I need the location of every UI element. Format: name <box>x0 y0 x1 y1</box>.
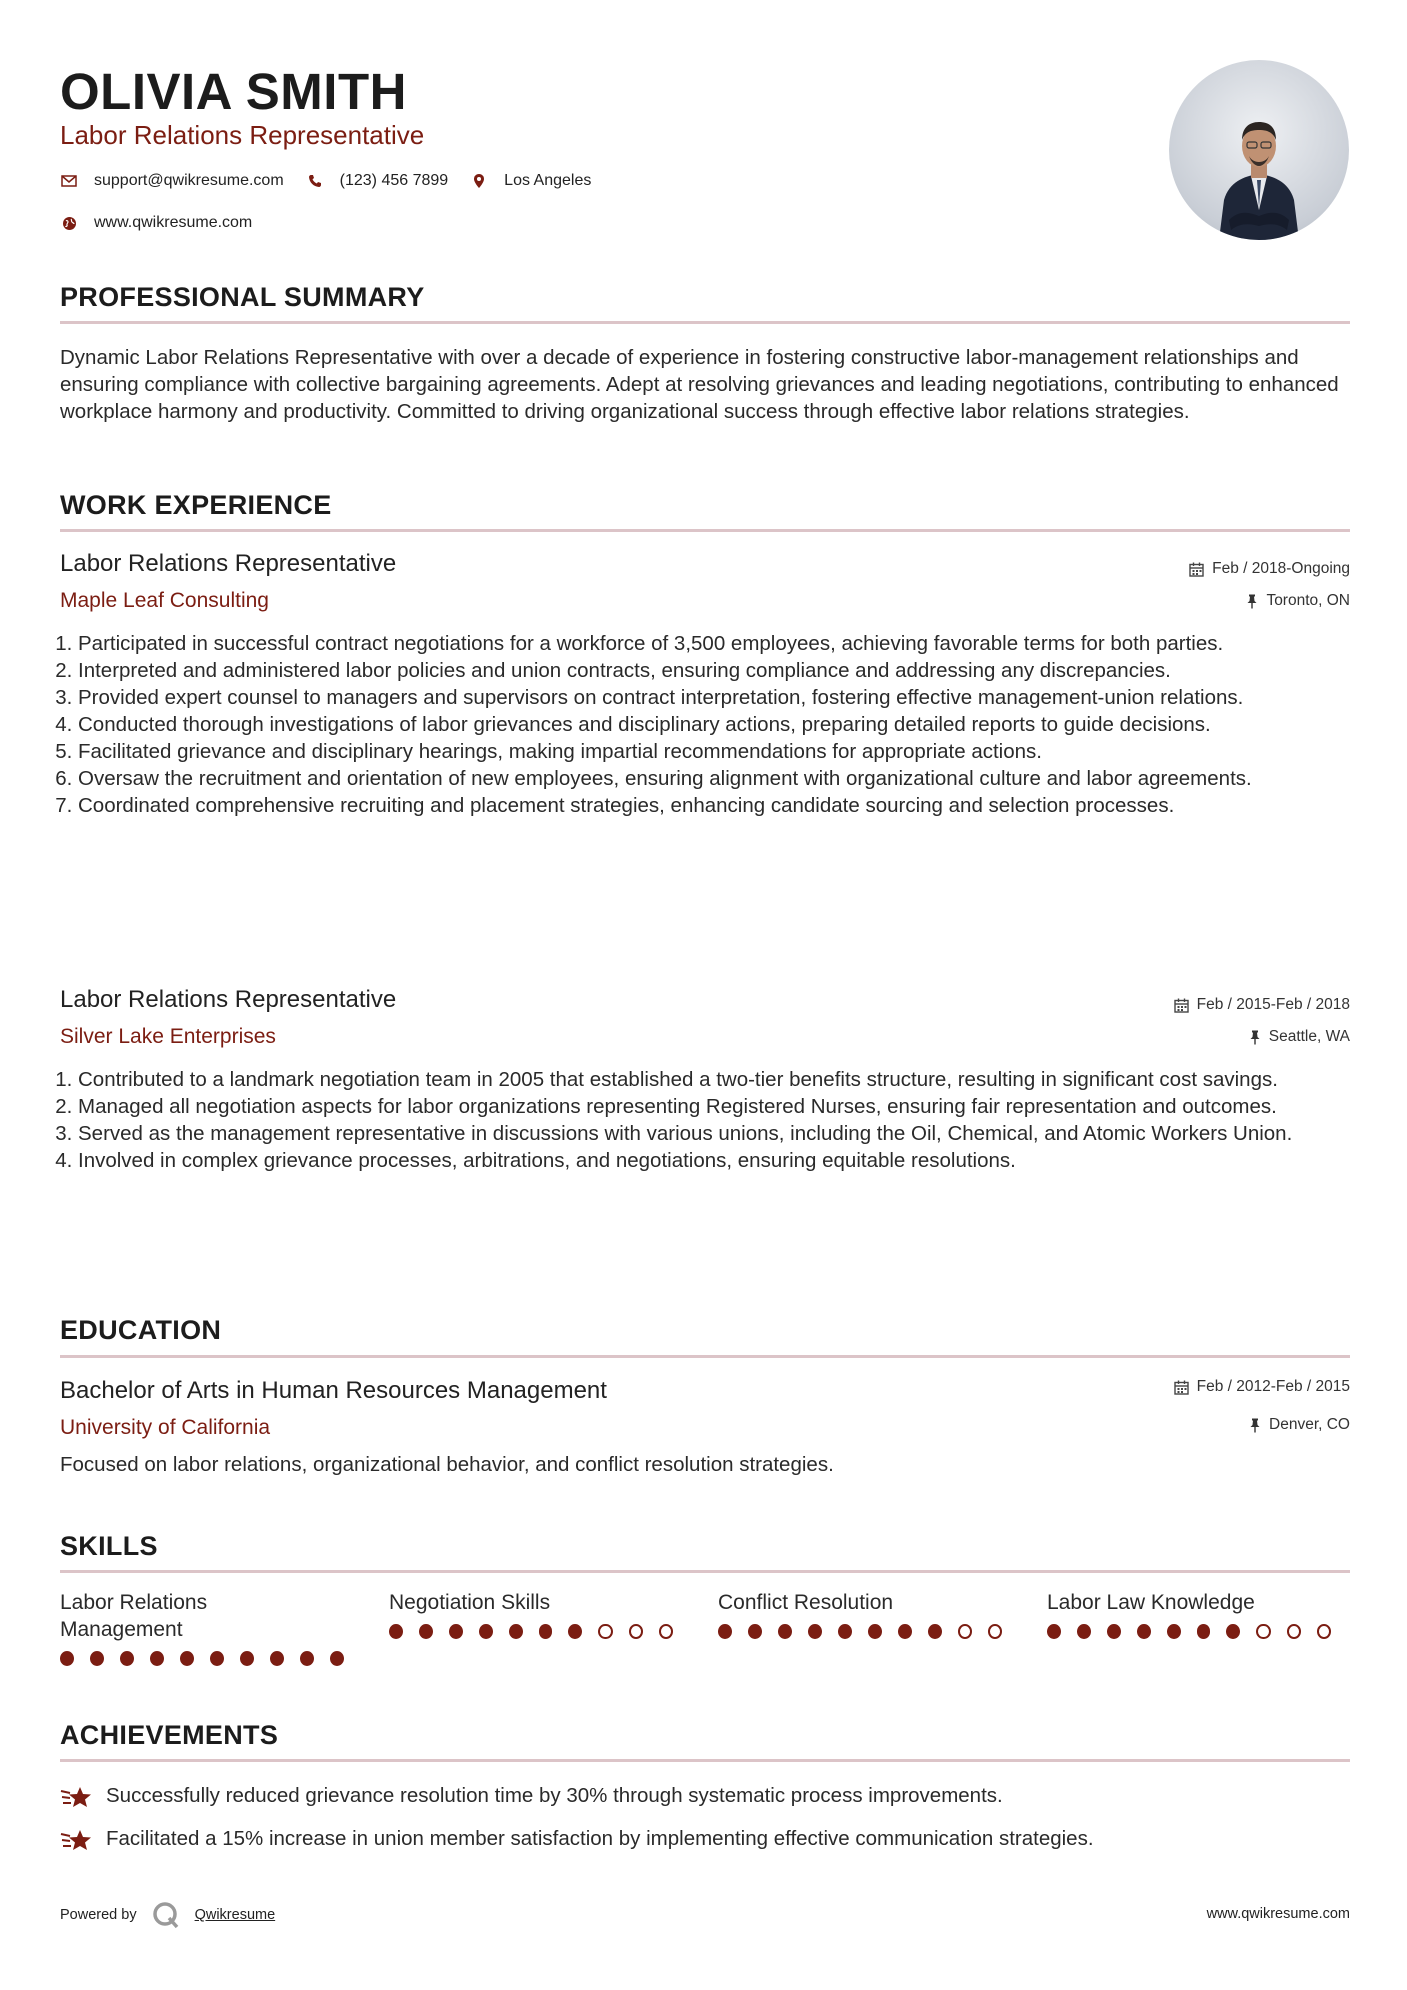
candidate-title: Labor Relations Representative <box>60 120 425 150</box>
achievement-text: Successfully reduced grievance resolution time by 30% through systematic process improvements. <box>106 1784 1003 1807</box>
rating-dot-filled <box>419 1624 433 1639</box>
dates-text: Feb / 2015-Feb / 2018 <box>1196 996 1350 1013</box>
job-location <box>1249 1027 1350 1047</box>
rating-dot-empty <box>1317 1624 1331 1639</box>
resume-page <box>60 0 1350 1990</box>
list-item: 7. Coordinated comprehensive recruiting and placement strategies, enhancing candidate sourcing and selection processes. <box>78 792 1368 819</box>
rating-dot-filled <box>150 1651 164 1666</box>
shooting-star-icon <box>60 1825 94 1853</box>
skill-item <box>718 1589 1018 1639</box>
rating-dot-filled <box>868 1624 882 1639</box>
job-responsibilities <box>60 630 1368 819</box>
profile-photo <box>1169 60 1349 240</box>
contact-email[interactable] <box>60 172 284 190</box>
rating-dot-filled <box>1226 1624 1240 1639</box>
summary-heading: PROFESSIONAL SUMMARY <box>60 282 425 312</box>
section-divider <box>60 1570 1350 1573</box>
rating-dot-filled <box>1197 1624 1211 1639</box>
location-text: Seattle, WA <box>1268 1028 1350 1045</box>
rating-dot-filled <box>1137 1624 1151 1639</box>
rating-dot-filled <box>449 1624 463 1639</box>
rating-dot-filled <box>778 1624 792 1639</box>
pushpin-icon <box>1246 594 1258 609</box>
list-item: 1. Contributed to a landmark negotiation team in 2005 that established a two-tier benefits structure, resulting in significant cost savings. <box>78 1066 1368 1093</box>
rating-dot-filled <box>509 1624 523 1639</box>
education-heading: EDUCATION <box>60 1315 222 1345</box>
rating-dot-filled <box>60 1651 74 1666</box>
job-title: Labor Relations Representative <box>60 986 397 1013</box>
education-location <box>1249 1415 1350 1435</box>
achievements-heading: ACHIEVEMENTS <box>60 1720 279 1750</box>
rating-dot-filled <box>928 1624 942 1639</box>
job-responsibilities <box>60 1066 1368 1174</box>
rating-dot-filled <box>120 1651 134 1666</box>
rating-dot-empty <box>598 1624 612 1639</box>
location-text: Toronto, ON <box>1266 592 1350 609</box>
section-divider <box>60 321 1350 324</box>
summary-text: Dynamic Labor Relations Representative with over a decade of experience in fostering constructive labor-management relationships and ensuring compliance with collective bargaining agreements. Adept at resolving grievances and leading negotiations, contributing to enhanced workplace harmony and productivity. Committed to driving organizational success through effective labor relations strategies. <box>60 346 1339 423</box>
list-item: 4. Conducted thorough investigations of labor grievances and disciplinary actions, preparing detailed reports to guide decisions. <box>78 711 1368 738</box>
experience-heading: WORK EXPERIENCE <box>60 490 332 520</box>
qwikresume-logo-icon <box>151 1900 181 1930</box>
skill-name: Labor Relations Management <box>60 1591 208 1641</box>
rating-dot-filled <box>90 1651 104 1666</box>
rating-dot-filled <box>1107 1624 1121 1639</box>
skill-rating <box>1047 1624 1347 1639</box>
section-divider <box>60 1355 1350 1358</box>
company-name: Maple Leaf Consulting <box>60 589 269 612</box>
list-item: 3. Served as the management representative in discussions with various unions, including the Oil, Chemical, and Atomic Workers Union. <box>78 1120 1368 1147</box>
contact-phone[interactable] <box>306 172 449 190</box>
globe-icon <box>60 214 78 232</box>
envelope-icon <box>60 172 78 190</box>
skill-name: Conflict Resolution <box>718 1591 894 1614</box>
rating-dot-empty <box>659 1624 673 1639</box>
rating-dot-filled <box>539 1624 553 1639</box>
achievement-item <box>60 1825 1094 1853</box>
rating-dot-filled <box>270 1651 284 1666</box>
skill-rating <box>718 1624 1018 1639</box>
footer-site[interactable]: www.qwikresume.com <box>1206 1906 1350 1922</box>
rating-dot-filled <box>300 1651 314 1666</box>
pushpin-icon <box>1249 1418 1261 1433</box>
rating-dot-filled <box>1167 1624 1181 1639</box>
education-description: Focused on labor relations, organizational behavior, and conflict resolution strategies. <box>60 1453 834 1476</box>
section-divider <box>60 1759 1350 1762</box>
rating-dot-empty <box>958 1624 972 1639</box>
rating-dot-filled <box>748 1624 762 1639</box>
list-item: 1. Participated in successful contract negotiations for a workforce of 3,500 employees, achieving favorable terms for both parties. <box>78 630 1368 657</box>
rating-dot-filled <box>808 1624 822 1639</box>
rating-dot-filled <box>180 1651 194 1666</box>
skill-item <box>60 1589 360 1666</box>
skill-item <box>389 1589 689 1639</box>
job-dates <box>1189 559 1350 579</box>
calendar-icon <box>1189 562 1204 577</box>
location-text: Los Angeles <box>504 172 592 189</box>
rating-dot-filled <box>838 1624 852 1639</box>
shooting-star-icon <box>60 1782 94 1810</box>
phone-text: (123) 456 7899 <box>339 172 449 189</box>
rating-dot-filled <box>1047 1624 1061 1639</box>
skill-name: Negotiation Skills <box>389 1591 551 1614</box>
rating-dot-filled <box>330 1651 344 1666</box>
contact-row <box>60 172 613 190</box>
email-text: support@qwikresume.com <box>94 172 284 189</box>
job-title: Labor Relations Representative <box>60 550 397 577</box>
skills-heading: SKILLS <box>60 1531 158 1561</box>
rating-dot-filled <box>479 1624 493 1639</box>
rating-dot-filled <box>718 1624 732 1639</box>
dates-text: Feb / 2018-Ongoing <box>1212 560 1350 577</box>
education-dates <box>1174 1377 1350 1397</box>
phone-icon <box>306 172 324 190</box>
rating-dot-filled <box>898 1624 912 1639</box>
achievement-item <box>60 1782 1003 1810</box>
calendar-icon <box>1174 998 1189 1013</box>
skill-rating <box>60 1651 360 1666</box>
rating-dot-filled <box>389 1624 403 1639</box>
website-text: www.qwikresume.com <box>94 214 253 231</box>
company-name: Silver Lake Enterprises <box>60 1025 276 1048</box>
school-name: University of California <box>60 1416 271 1439</box>
calendar-icon <box>1174 1380 1189 1395</box>
job-location <box>1246 591 1350 611</box>
rating-dot-filled <box>210 1651 224 1666</box>
rating-dot-filled <box>568 1624 582 1639</box>
job-dates <box>1174 995 1350 1015</box>
rating-dot-empty <box>1287 1624 1301 1639</box>
footer-powered-by <box>60 1900 275 1930</box>
skill-item <box>1047 1589 1347 1639</box>
section-divider <box>60 529 1350 532</box>
dates-text: Feb / 2012-Feb / 2015 <box>1196 1378 1350 1395</box>
rating-dot-empty <box>988 1624 1002 1639</box>
contact-location <box>470 172 591 190</box>
contact-row-web <box>60 214 274 232</box>
rating-dot-filled <box>1077 1624 1091 1639</box>
brand-link[interactable]: Qwikresume <box>194 1907 276 1923</box>
list-item: 4. Involved in complex grievance processes, arbitrations, and negotiations, ensuring equitable resolutions. <box>78 1147 1368 1174</box>
degree-title: Bachelor of Arts in Human Resources Management <box>60 1377 607 1404</box>
list-item: 2. Managed all negotiation aspects for labor organizations representing Registered Nurses, ensuring fair representation and outcomes. <box>78 1093 1368 1120</box>
location-text: Denver, CO <box>1269 1416 1350 1433</box>
pushpin-icon <box>1249 1030 1261 1045</box>
contact-website[interactable] <box>60 214 252 232</box>
candidate-name: OLIVIA SMITH <box>60 63 407 120</box>
rating-dot-empty <box>629 1624 643 1639</box>
list-item: 5. Facilitated grievance and disciplinary hearings, making impartial recommendations for appropriate actions. <box>78 738 1368 765</box>
powered-by-text: Powered by <box>60 1907 137 1923</box>
skill-name: Labor Law Knowledge <box>1047 1591 1255 1614</box>
map-pin-icon <box>470 172 488 190</box>
rating-dot-empty <box>1256 1624 1270 1639</box>
list-item: 3. Provided expert counsel to managers and supervisors on contract interpretation, fostering effective management-union relations. <box>78 684 1368 711</box>
list-item: 2. Interpreted and administered labor policies and union contracts, ensuring compliance and addressing any discrepancies. <box>78 657 1368 684</box>
list-item: 6. Oversaw the recruitment and orientation of new employees, ensuring alignment with organizational culture and labor agreements. <box>78 765 1368 792</box>
skill-rating <box>389 1624 689 1639</box>
rating-dot-filled <box>240 1651 254 1666</box>
achievement-text: Facilitated a 15% increase in union member satisfaction by implementing effective communication strategies. <box>106 1827 1094 1850</box>
